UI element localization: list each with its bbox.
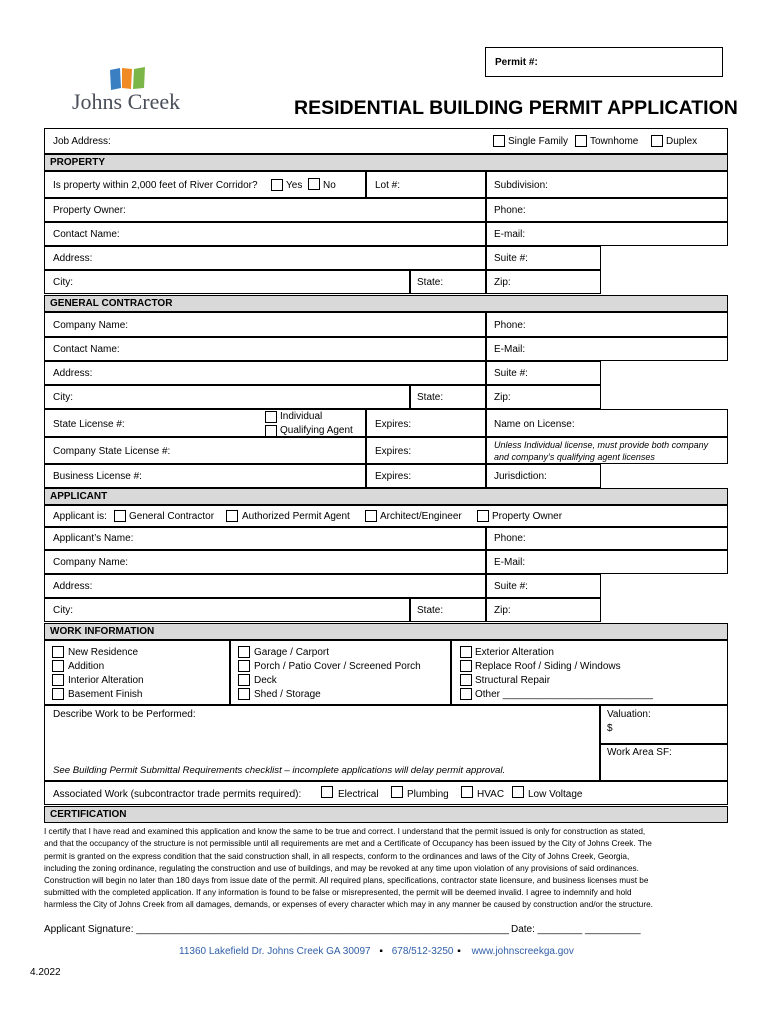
name-on-license-label: Name on License: bbox=[494, 419, 575, 430]
license-note-line2: and company’s qualifying agent licenses bbox=[494, 452, 655, 462]
contractor-suite-cell[interactable] bbox=[486, 361, 601, 385]
contractor-email-label: E-Mail: bbox=[494, 344, 526, 355]
plumbing-label: Plumbing bbox=[407, 789, 449, 800]
property-suite-label: Suite #: bbox=[494, 253, 528, 264]
applicant-general-contractor-label: General Contractor bbox=[129, 511, 215, 522]
contractor-company-cell[interactable] bbox=[44, 312, 486, 337]
certification-line-6: submitted with the completed application. If any information is found to be false or misrepresented, the permit will be deemed invalid. I agree to indemnify and hold bbox=[44, 888, 632, 897]
applicant-general-contractor-checkbox[interactable] bbox=[114, 510, 126, 522]
applicant-property-owner-checkbox[interactable] bbox=[477, 510, 489, 522]
structural-repair-checkbox[interactable] bbox=[460, 674, 472, 686]
certification-section-header: CERTIFICATION bbox=[44, 806, 728, 823]
applicant-company-cell[interactable] bbox=[44, 550, 486, 574]
work-type-col1 bbox=[44, 640, 230, 705]
certification-line-3: permit is granted on the express condition that the said construction shall, in all respects, conform to the ordinances and laws of the City of Johns Creek, Georgia, bbox=[44, 852, 630, 861]
applicant-property-owner-label: Property Owner bbox=[492, 511, 563, 522]
duplex-label: Duplex bbox=[666, 136, 698, 147]
individual-label: Individual bbox=[280, 411, 323, 422]
valuation-cell[interactable] bbox=[600, 705, 728, 744]
addition-checkbox[interactable] bbox=[52, 660, 64, 672]
work-area-cell[interactable] bbox=[600, 744, 728, 781]
contractor-city-label: City: bbox=[53, 392, 73, 403]
permit-number-box[interactable] bbox=[485, 47, 723, 77]
applicant-permit-agent-label: Authorized Permit Agent bbox=[242, 511, 350, 522]
property-state-cell[interactable] bbox=[410, 270, 486, 294]
exterior-alteration-checkbox[interactable] bbox=[460, 646, 472, 658]
applicant-permit-agent-checkbox[interactable] bbox=[226, 510, 238, 522]
certification-line-4: including the zoning ordinance, regulating the construction and use of buildings, and may be revoked at any time upon violation of any provisions of said ordinances. bbox=[44, 864, 639, 873]
garage-carport-checkbox[interactable] bbox=[238, 646, 250, 658]
job-address-row[interactable] bbox=[44, 128, 728, 154]
valuation-dollar-sign: $ bbox=[607, 723, 613, 734]
certification-line-7: harmless the City of Johns Creek from all damages, demands, or expenses of every character which may in any manner be caused by construction and/or the structure. bbox=[44, 900, 653, 909]
applicant-city-label: City: bbox=[53, 605, 73, 616]
exterior-alteration-label: Exterior Alteration bbox=[475, 647, 554, 658]
certification-line-2: and that the occupancy of the structure is not permissible until all requirements are met and a Certificate of Occupancy has been issued by the City of Johns Creek. The bbox=[44, 839, 652, 848]
applicant-phone-cell[interactable] bbox=[486, 527, 728, 550]
property-address-cell[interactable] bbox=[44, 246, 486, 270]
company-license-expires-label: Expires: bbox=[375, 446, 412, 457]
contractor-contact-label: Contact Name: bbox=[53, 344, 120, 355]
company-license-expires-cell[interactable] bbox=[366, 437, 486, 464]
electrical-checkbox[interactable] bbox=[321, 786, 333, 798]
applicant-company-label: Company Name: bbox=[53, 557, 129, 568]
checklist-note: See Building Permit Submittal Requirements checklist – incomplete applications will delay permit approval. bbox=[53, 765, 506, 776]
individual-checkbox[interactable] bbox=[265, 411, 277, 423]
property-zip-cell[interactable] bbox=[486, 270, 601, 294]
logo-text: Johns Creek bbox=[72, 89, 181, 114]
property-zip-label: Zip: bbox=[494, 277, 511, 288]
contractor-address-label: Address: bbox=[53, 368, 93, 379]
property-city-label: City: bbox=[53, 277, 73, 288]
porch-patio-label: Porch / Patio Cover / Screened Porch bbox=[254, 661, 421, 672]
footer-bullet-1: ▪ bbox=[379, 946, 383, 957]
page-title: RESIDENTIAL BUILDING PERMIT APPLICATION bbox=[294, 97, 738, 119]
describe-work-cell[interactable] bbox=[44, 705, 600, 781]
property-state-label: State: bbox=[417, 277, 444, 288]
property-phone-cell[interactable] bbox=[486, 198, 728, 222]
applicant-signature-line[interactable]: Applicant Signature: ___________________________________________________________________ bbox=[44, 924, 509, 935]
work-section-header: WORK INFORMATION bbox=[44, 623, 728, 640]
property-section-header: PROPERTY bbox=[44, 154, 728, 171]
applicant-zip-cell[interactable] bbox=[486, 598, 601, 622]
contractor-state-cell[interactable] bbox=[410, 385, 486, 409]
business-license-expires-label: Expires: bbox=[375, 471, 412, 482]
contractor-zip-cell[interactable] bbox=[486, 385, 601, 409]
interior-alteration-checkbox[interactable] bbox=[52, 674, 64, 686]
footer-bullet-2: ▪ bbox=[457, 946, 461, 957]
qualifying-agent-checkbox[interactable] bbox=[265, 425, 277, 437]
signature-date-line[interactable]: Date: ________ __________ bbox=[511, 924, 641, 935]
applicant-type-row[interactable] bbox=[44, 505, 728, 527]
interior-alteration-label: Interior Alteration bbox=[68, 675, 144, 686]
contractor-company-label: Company Name: bbox=[53, 320, 129, 331]
form-version: 4.2022 bbox=[30, 967, 61, 978]
single-family-label: Single Family bbox=[508, 136, 569, 147]
river-no-label: No bbox=[323, 180, 336, 191]
applicant-name-label: Applicant’s Name: bbox=[53, 533, 134, 544]
replace-roof-checkbox[interactable] bbox=[460, 660, 472, 672]
jurisdiction-label: Jurisdiction: bbox=[494, 471, 547, 482]
applicant-suite-cell[interactable] bbox=[486, 574, 601, 598]
applicant-section-header: APPLICANT bbox=[44, 488, 728, 505]
townhome-label: Townhome bbox=[590, 136, 639, 147]
applicant-architect-label: Architect/Engineer bbox=[380, 511, 462, 522]
contractor-suite-label: Suite #: bbox=[494, 368, 528, 379]
footer-phone: 678/512-3250 bbox=[391, 946, 454, 957]
property-email-cell[interactable] bbox=[486, 222, 728, 246]
applicant-address-cell[interactable] bbox=[44, 574, 486, 598]
shed-storage-label: Shed / Storage bbox=[254, 689, 321, 700]
single-family-checkbox[interactable] bbox=[493, 135, 505, 147]
applicant-name-cell[interactable] bbox=[44, 527, 486, 550]
name-on-license-cell[interactable] bbox=[486, 409, 728, 437]
subdivision-label: Subdivision: bbox=[494, 180, 548, 191]
company-state-license-cell[interactable] bbox=[44, 437, 366, 464]
lot-number-cell[interactable] bbox=[366, 171, 486, 198]
applicant-phone-label: Phone: bbox=[494, 533, 526, 544]
garage-carport-label: Garage / Carport bbox=[254, 647, 330, 658]
property-email-label: E-mail: bbox=[494, 229, 526, 240]
subdivision-cell[interactable] bbox=[486, 171, 728, 198]
describe-work-label: Describe Work to be Performed: bbox=[53, 709, 196, 720]
property-address-label: Address: bbox=[53, 253, 93, 264]
duplex-checkbox[interactable] bbox=[651, 135, 663, 147]
property-contact-cell[interactable] bbox=[44, 222, 486, 246]
footer-contact bbox=[179, 946, 574, 958]
footer-website[interactable]: www.johnscreekga.gov bbox=[471, 946, 574, 957]
property-owner-cell[interactable] bbox=[44, 198, 486, 222]
certification-line-5: Construction will begin no later than 180 days from issue date of the permit. All required plans, specifications, contractor state licensure, and business licenses must be bbox=[44, 876, 649, 885]
river-corridor-cell[interactable] bbox=[44, 171, 366, 198]
property-contact-label: Contact Name: bbox=[53, 229, 120, 240]
applicant-zip-label: Zip: bbox=[494, 605, 511, 616]
property-owner-label: Property Owner: bbox=[53, 205, 126, 216]
river-yes-label: Yes bbox=[286, 180, 303, 191]
state-license-expires-cell[interactable] bbox=[366, 409, 486, 437]
contractor-section-header: GENERAL CONTRACTOR bbox=[44, 295, 728, 312]
business-license-expires-cell[interactable] bbox=[366, 464, 486, 488]
electrical-label: Electrical bbox=[338, 789, 379, 800]
contractor-address-cell[interactable] bbox=[44, 361, 486, 385]
hvac-label: HVAC bbox=[477, 789, 505, 800]
contractor-zip-label: Zip: bbox=[494, 392, 511, 403]
shed-storage-checkbox[interactable] bbox=[238, 688, 250, 700]
townhome-checkbox[interactable] bbox=[575, 135, 587, 147]
hvac-checkbox[interactable] bbox=[461, 786, 473, 798]
state-license-label: State License #: bbox=[53, 419, 125, 430]
river-corridor-question: Is property within 2,000 feet of River Corridor? bbox=[53, 180, 258, 191]
basement-finish-label: Basement Finish bbox=[68, 689, 143, 700]
new-residence-checkbox[interactable] bbox=[52, 646, 64, 658]
qualifying-agent-label: Qualifying Agent bbox=[280, 425, 353, 436]
applicant-state-cell[interactable] bbox=[410, 598, 486, 622]
business-license-cell[interactable] bbox=[44, 464, 366, 488]
johns-creek-logo bbox=[70, 66, 185, 118]
state-license-expires-label: Expires: bbox=[375, 419, 412, 430]
low-voltage-checkbox[interactable] bbox=[512, 786, 524, 798]
valuation-label: Valuation: bbox=[607, 709, 651, 720]
contractor-phone-label: Phone: bbox=[494, 320, 526, 331]
applicant-email-cell[interactable] bbox=[486, 550, 728, 574]
applicant-email-label: E-Mail: bbox=[494, 557, 526, 568]
contractor-email-cell[interactable] bbox=[486, 337, 728, 361]
plumbing-checkbox[interactable] bbox=[391, 786, 403, 798]
property-phone-label: Phone: bbox=[494, 205, 526, 216]
work-area-label: Work Area SF: bbox=[607, 747, 672, 758]
jurisdiction-cell[interactable] bbox=[486, 464, 601, 488]
other-work-checkbox[interactable] bbox=[460, 688, 472, 700]
work-type-col3 bbox=[451, 640, 728, 705]
basement-finish-checkbox[interactable] bbox=[52, 688, 64, 700]
applicant-suite-label: Suite #: bbox=[494, 581, 528, 592]
river-no-checkbox[interactable] bbox=[308, 178, 320, 190]
certification-line-1: I certify that I have read and examined this application and know the same to be true and correct. I understand that the permit issued is only for construction as stated, bbox=[44, 827, 646, 836]
work-type-col2 bbox=[230, 640, 451, 705]
porch-patio-checkbox[interactable] bbox=[238, 660, 250, 672]
property-suite-cell[interactable] bbox=[486, 246, 601, 270]
business-license-label: Business License #: bbox=[53, 471, 142, 482]
license-note-cell bbox=[486, 437, 728, 464]
addition-label: Addition bbox=[68, 661, 105, 672]
applicant-address-label: Address: bbox=[53, 581, 93, 592]
contractor-phone-cell[interactable] bbox=[486, 312, 728, 337]
applicant-architect-checkbox[interactable] bbox=[365, 510, 377, 522]
applicant-is-label: Applicant is: bbox=[53, 511, 107, 522]
job-address-label: Job Address: bbox=[53, 136, 111, 147]
associated-work-row bbox=[44, 781, 728, 805]
deck-label: Deck bbox=[254, 675, 277, 686]
state-license-cell[interactable] bbox=[44, 409, 366, 437]
contractor-contact-cell[interactable] bbox=[44, 337, 486, 361]
associated-work-label: Associated Work (subcontractor trade permits required): bbox=[53, 789, 302, 800]
other-work-label: Other ___________________________ bbox=[475, 689, 653, 700]
property-city-cell[interactable] bbox=[44, 270, 410, 294]
new-residence-label: New Residence bbox=[68, 647, 139, 658]
company-state-license-label: Company State License #: bbox=[53, 446, 171, 457]
contractor-city-cell[interactable] bbox=[44, 385, 410, 409]
footer-address: 11360 Lakefield Dr. Johns Creek GA 30097 bbox=[179, 946, 371, 957]
replace-roof-label: Replace Roof / Siding / Windows bbox=[475, 661, 621, 672]
license-note-line1: Unless Individual license, must provide both company bbox=[494, 440, 709, 450]
lot-number-label: Lot #: bbox=[375, 180, 401, 191]
applicant-city-cell[interactable] bbox=[44, 598, 410, 622]
low-voltage-label: Low Voltage bbox=[528, 789, 583, 800]
structural-repair-label: Structural Repair bbox=[475, 675, 551, 686]
deck-checkbox[interactable] bbox=[238, 674, 250, 686]
river-yes-checkbox[interactable] bbox=[271, 179, 283, 191]
applicant-state-label: State: bbox=[417, 605, 444, 616]
permit-number-label: Permit #: bbox=[495, 57, 538, 68]
contractor-state-label: State: bbox=[417, 392, 444, 403]
